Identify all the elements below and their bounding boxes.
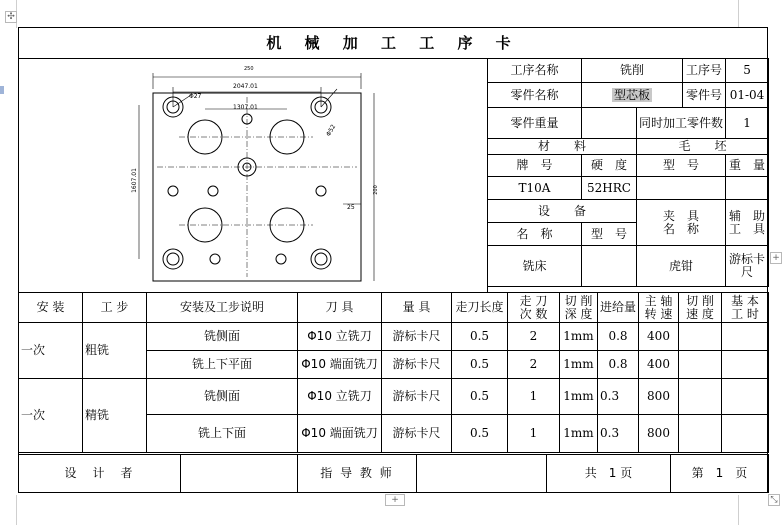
blank-label: 毛 坯 — [637, 139, 769, 155]
hdr-speed: 主 轴 转 速 — [639, 293, 679, 323]
dim-hole-spacing: 2047.01 — [233, 83, 258, 90]
signature-table — [18, 454, 769, 493]
material-label: 材 料 — [488, 139, 637, 155]
card-title: 机 械 加 工 工 序 卡 — [266, 34, 520, 52]
length-cell[interactable]: 0.5 — [452, 323, 508, 351]
part-name-cell[interactable] — [582, 83, 683, 108]
base-time-cell[interactable] — [722, 379, 769, 415]
base-time-cell[interactable] — [722, 323, 769, 351]
feed-cell[interactable]: 0.8 — [598, 323, 639, 351]
process-card — [18, 27, 768, 493]
tool-cell[interactable]: Φ10 立铣刀 — [298, 323, 382, 351]
add-column-icon[interactable]: + — [770, 252, 782, 264]
operations-table — [18, 292, 769, 453]
grade-label: 牌 号 — [488, 155, 582, 177]
part-no-value[interactable]: 01-04 — [726, 83, 769, 108]
tool-cell[interactable]: Φ10 端面铣刀 — [298, 351, 382, 379]
aux-tool-value[interactable]: 游标卡尺 — [726, 246, 769, 287]
fixture-label: 夹 具 名 称 — [637, 200, 726, 246]
desc-cell[interactable]: 铣侧面 — [147, 323, 298, 351]
passes-cell[interactable]: 2 — [508, 323, 560, 351]
cut-speed-cell[interactable] — [679, 323, 722, 351]
tool-cell[interactable]: Φ10 立铣刀 — [298, 379, 382, 415]
step-cell[interactable]: 粗铣 — [83, 323, 147, 379]
concurrent-value[interactable]: 1 — [726, 108, 769, 139]
table-row — [19, 323, 769, 351]
depth-cell[interactable]: 1mm — [560, 415, 598, 453]
equipment-name-label: 名 称 — [488, 223, 582, 246]
dim-vertical-spacing: 1607.01 — [130, 168, 138, 193]
desc-cell[interactable]: 铣上下平面 — [147, 351, 298, 379]
dim-hole-diameter: Φ27 — [189, 93, 202, 100]
page-number: 第 1 页 — [671, 455, 769, 493]
part-no-label: 零件号 — [683, 83, 726, 108]
gauge-cell[interactable]: 游标卡尺 — [382, 415, 452, 453]
passes-cell[interactable]: 2 — [508, 351, 560, 379]
grade-value[interactable]: T10A — [488, 177, 582, 200]
step-cell[interactable]: 精铣 — [83, 379, 147, 453]
feed-cell[interactable]: 0.3 — [598, 379, 639, 415]
passes-cell[interactable]: 1 — [508, 379, 560, 415]
install-cell[interactable]: 一次 — [19, 379, 83, 453]
base-time-cell[interactable] — [722, 351, 769, 379]
blank-weight-value[interactable] — [726, 177, 769, 200]
process-name-value[interactable]: 铣削 — [582, 59, 683, 83]
aux-tool-label: 辅 助 工 具 — [726, 200, 769, 246]
blank-model-label: 型 号 — [637, 155, 726, 177]
dim-edge-offset: 25 — [347, 204, 355, 211]
designer-value[interactable] — [181, 455, 298, 493]
hdr-length: 走刀长度 — [452, 293, 508, 323]
length-cell[interactable]: 0.5 — [452, 379, 508, 415]
equipment-model-label: 型 号 — [582, 223, 637, 246]
hdr-step: 工 步 — [83, 293, 147, 323]
page-margin-bottom-left — [16, 495, 17, 525]
speed-cell[interactable]: 800 — [639, 379, 679, 415]
hdr-tool: 刀 具 — [298, 293, 382, 323]
part-weight-label: 零件重量 — [488, 108, 582, 139]
tool-cell[interactable]: Φ10 端面铣刀 — [298, 415, 382, 453]
hdr-cut-speed: 切 削 速 度 — [679, 293, 722, 323]
process-no-value[interactable]: 5 — [726, 59, 769, 83]
blank-weight-label: 重 量 — [726, 155, 769, 177]
table-move-handle-icon[interactable]: ✣ — [5, 11, 17, 23]
dim-pocket-spacing: 1307.01 — [233, 104, 258, 111]
install-cell[interactable]: 一次 — [19, 323, 83, 379]
feed-cell[interactable]: 0.3 — [598, 415, 639, 453]
page-margin-right — [738, 0, 739, 28]
depth-cell[interactable]: 1mm — [560, 323, 598, 351]
equipment-label: 设 备 — [488, 200, 637, 223]
gauge-cell[interactable]: 游标卡尺 — [382, 323, 452, 351]
advisor-value[interactable] — [417, 455, 547, 493]
part-drawing — [19, 58, 488, 292]
hdr-depth: 切 削 深 度 — [560, 293, 598, 323]
resize-table-icon[interactable]: ⤡ — [768, 494, 780, 506]
desc-cell[interactable]: 铣上下面 — [147, 415, 298, 453]
length-cell[interactable]: 0.5 — [452, 415, 508, 453]
speed-cell[interactable]: 400 — [639, 323, 679, 351]
part-weight-value[interactable] — [582, 108, 637, 139]
hdr-gauge: 量 具 — [382, 293, 452, 323]
dim-overall-width: 250 — [244, 66, 254, 72]
hardness-label: 硬 度 — [582, 155, 637, 177]
hardness-value[interactable]: 52HRC — [582, 177, 637, 200]
blank-model-value[interactable] — [637, 177, 726, 200]
speed-cell[interactable]: 800 — [639, 415, 679, 453]
dim-overall-height: 200 — [372, 185, 379, 195]
table-row — [19, 379, 769, 415]
add-row-icon[interactable]: + — [385, 494, 405, 506]
hdr-desc: 安装及工步说明 — [147, 293, 298, 323]
plate-outline — [153, 93, 361, 281]
equipment-name-value[interactable]: 铣床 — [488, 246, 582, 287]
cut-speed-cell[interactable] — [679, 351, 722, 379]
desc-cell[interactable]: 铣侧面 — [147, 379, 298, 415]
part-name-value[interactable]: 型芯板 — [614, 87, 651, 102]
base-time-cell[interactable] — [722, 415, 769, 453]
concurrent-label: 同时加工零件数 — [637, 108, 726, 139]
depth-cell[interactable]: 1mm — [560, 351, 598, 379]
part-name-label: 零件名称 — [488, 83, 582, 108]
fixture-value[interactable]: 虎钳 — [637, 246, 726, 287]
length-cell[interactable]: 0.5 — [452, 351, 508, 379]
process-no-label: 工序号 — [683, 59, 726, 83]
part-drawing-svg — [19, 59, 486, 291]
total-pages: 共 1 页 — [547, 455, 671, 493]
hdr-base-time: 基 本 工 时 — [722, 293, 769, 323]
ruler-marker-icon — [0, 86, 4, 94]
cut-speed-cell[interactable] — [679, 415, 722, 453]
equipment-model-value[interactable] — [582, 246, 637, 287]
page-margin-bottom-right — [738, 495, 739, 525]
hdr-feed: 进给量 — [598, 293, 639, 323]
info-table — [487, 58, 769, 287]
advisor-label: 指 导 教 师 — [298, 455, 417, 493]
depth-cell[interactable]: 1mm — [560, 379, 598, 415]
gauge-cell[interactable]: 游标卡尺 — [382, 379, 452, 415]
cut-speed-cell[interactable] — [679, 379, 722, 415]
feed-cell[interactable]: 0.8 — [598, 351, 639, 379]
speed-cell[interactable]: 400 — [639, 351, 679, 379]
dim-counterbore: Φ52 — [325, 123, 338, 138]
process-name-label: 工序名称 — [488, 59, 582, 83]
hdr-passes: 走 刀 次 数 — [508, 293, 560, 323]
passes-cell[interactable]: 1 — [508, 415, 560, 453]
gauge-cell[interactable]: 游标卡尺 — [382, 351, 452, 379]
hdr-install: 安 装 — [19, 293, 83, 323]
designer-label: 设 计 者 — [19, 455, 181, 493]
